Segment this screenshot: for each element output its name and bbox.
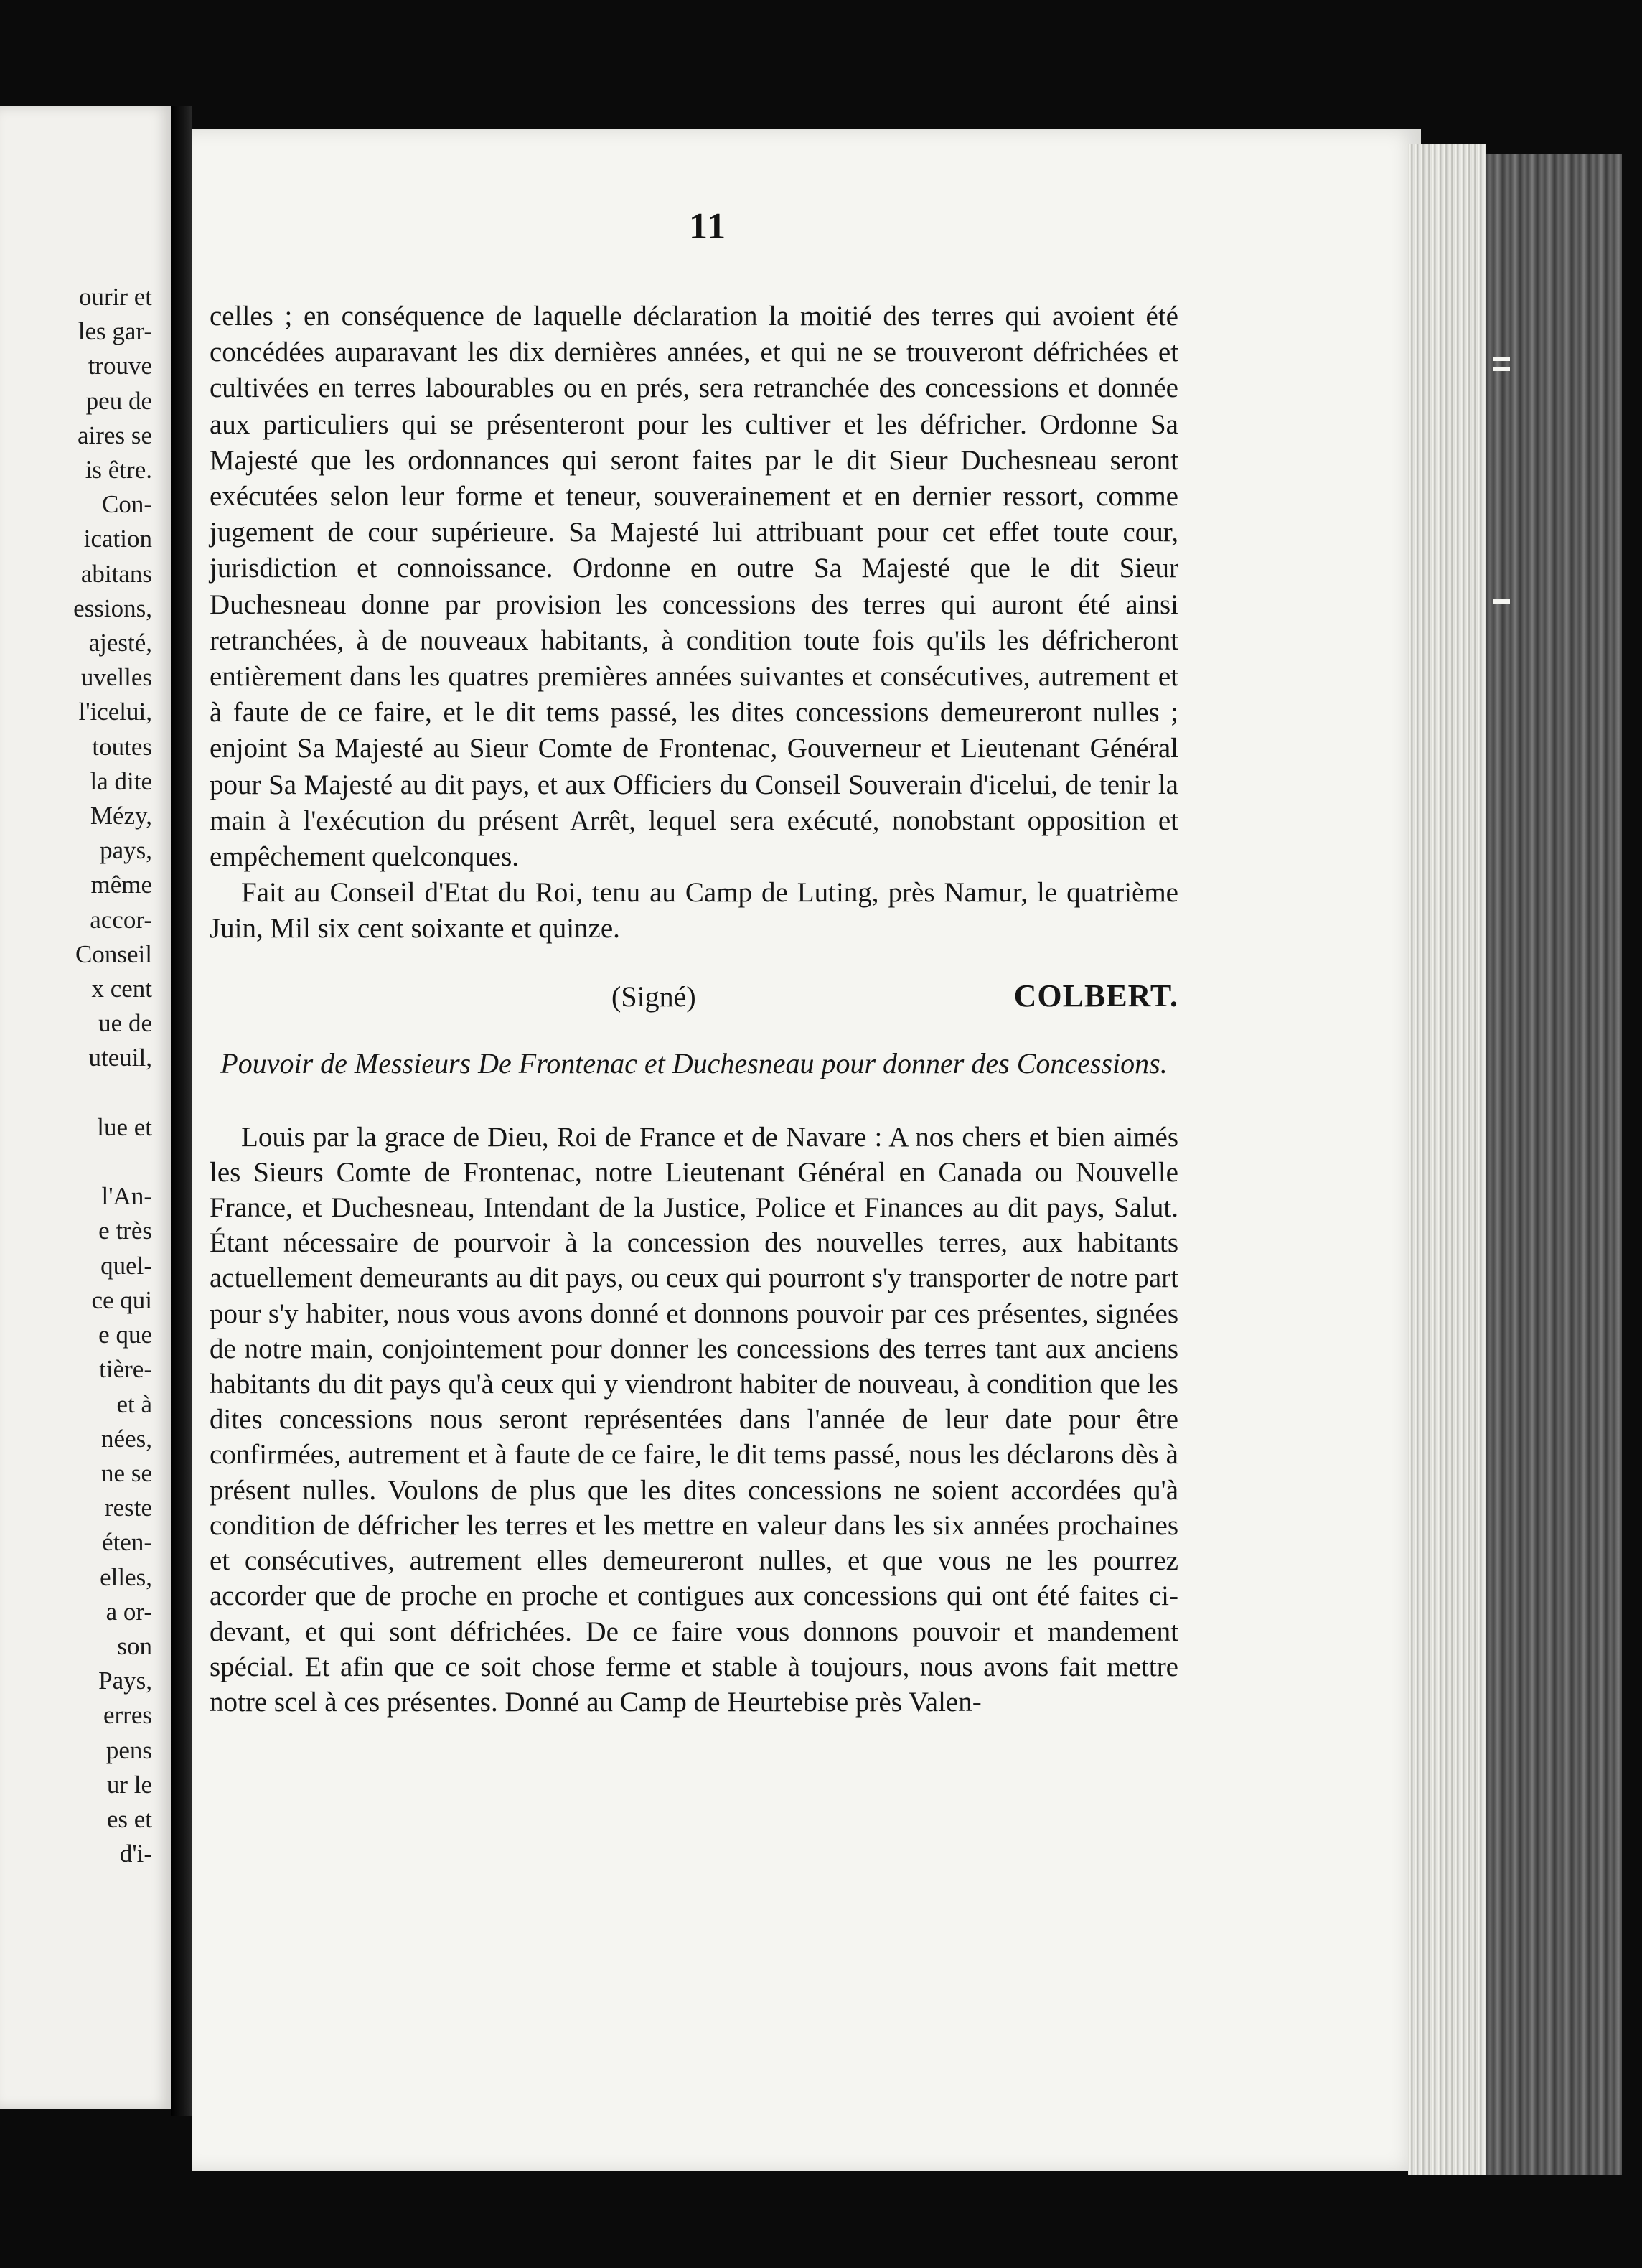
left-page-line: peu de — [85, 386, 152, 415]
left-page-line: Pays, — [98, 1667, 152, 1695]
left-page-line: l'icelui, — [78, 698, 152, 726]
page-content — [210, 299, 1178, 1720]
left-page-line: e très — [98, 1217, 152, 1245]
left-page-line: ourir et — [78, 283, 152, 311]
left-page-line: accor- — [90, 905, 152, 934]
section-heading: Pouvoir de Messieurs De Frontenac et Duchesneau pour donner des Concessions. — [220, 1046, 1168, 1079]
left-page-line: éten- — [102, 1528, 152, 1557]
book-cover-edge — [1486, 154, 1622, 2175]
left-page-line: essions, — [73, 594, 152, 622]
left-page-line: reste — [104, 1494, 152, 1522]
left-page-line: ce qui — [91, 1285, 152, 1314]
left-page-line: lue et — [97, 1112, 152, 1141]
left-page-line: tière- — [99, 1355, 152, 1384]
left-page-line: uteuil, — [88, 1044, 152, 1072]
left-page-line: toutes — [92, 732, 152, 761]
left-page-text — [0, 280, 152, 1871]
signature-row — [210, 978, 1178, 1018]
left-page-line: elles, — [100, 1562, 152, 1591]
page-edges — [1408, 144, 1486, 2175]
left-page-line — [0, 1076, 152, 1110]
left-page-line: abitans — [80, 559, 152, 588]
left-page-line: ne se — [101, 1458, 152, 1487]
left-page-line: a or- — [105, 1597, 152, 1626]
left-page-line: ur le — [106, 1770, 152, 1799]
left-page-line: la dite — [90, 767, 152, 795]
left-page-line: les gar- — [78, 317, 152, 346]
left-page-line: et à — [116, 1390, 152, 1418]
signer-name: COLBERT. — [1013, 978, 1178, 1013]
left-page-line: l'An- — [101, 1182, 152, 1211]
left-page-line: Con- — [102, 490, 152, 519]
page-number: 11 — [689, 206, 728, 247]
grant-text: Louis par la grace de Dieu, Roi de France et de Navare : A nos chers et bien aimés les Sieurs Comte de Frontenac, notre Lieutenant Général en Canada ou Nouvelle France, et Duchesneau, Intendant de la Justice, Police et Finances au dit pays, Salut. Étant nécessaire de pourvoir à la concession des nouvelles terres, aux habitants actuellement demeurants au dit pays, ou ceux qui pourront s'y transporter de notre part pour s'y habiter, nous vous avons donné et donnons pouvoir par ces présentes, signées de notre main, conjointement pour donner les concessions des terres tant aux anciens habitants du dit pays qu'à ceux qui y viendront habiter de nouveau, à condition que les dites concessions nous seront représentées dans l'année de leur date pour être confirmées, autrement et à faute de ce faire, le dit tems passé, nous les déclarons dès à présent nulles. Voulons de plus que les dites concessions ne soient accordées qu'à condition de défricher les terres et les mettre en valeur dans les six années prochaines et consécutives, autrement elles demeureront nulles, et que vous ne les pourrez accorder que de proche en proche et contigues aux concessions qui ont été faites ci-devant, et qui sont défrichées. De ce faire vous donnons pouvoir et mandement spécial. Et afin que ce soit chose ferme et stable à toujours, nous avons fait mettre notre scel à ces présentes. Donné au Camp de Heurtebise près Valen- — [210, 1121, 1178, 1718]
left-page-line: es et — [106, 1804, 152, 1833]
book-gutter — [171, 106, 192, 2116]
left-page-line: même — [90, 871, 152, 899]
left-page-line: nées, — [101, 1424, 152, 1453]
decree-text: celles ; en conséquence de laquelle déclaration la moitié des terres qui avoient été concédées auparavant les dix dernières années, et qui ne se trouveront défrichées et cultivées en terres labourables ou en prés, sera retranchée des concessions et donnée aux particuliers qui se présenteront pour les cultiver et les défricher. Ordonne Sa Majesté que les ordonnances qui seront faites par le dit Sieur Duchesneau seront exécutées selon leur forme et teneur, souverainement et en dernier ressort, comme jugement de cour supérieure. Sa Majesté lui attribuant pour cet effet toute cour, jurisdiction et connoissance. Ordonne en outre Sa Majesté que le dit Sieur Duchesneau donne par provision les concessions des terres qui auront été ainsi retranchées, à de nouveaux habitants, à condition toute fois qu'ils les défricheront entièrement dans les quatres premières années suivantes et consécutives, autrement et à faute de ce faire, et le dit tems passé, les dites concessions demeureront nulles ; enjoint Sa Majesté au Sieur Comte de Frontenac, Gouverneur et Lieutenant Général pour Sa Majesté au dit pays, et aux Officiers du Conseil Souverain d'icelui, de tenir la main à l'exécution du présent Arrêt, lequel sera exécuté, nonobstant opposition et empêchement quelconques. — [210, 301, 1178, 873]
left-page-line — [0, 1145, 152, 1179]
left-page-line: erres — [103, 1701, 152, 1730]
left-page-line: ication — [83, 525, 152, 553]
left-page-line: son — [117, 1631, 152, 1660]
cover-mark — [1493, 599, 1510, 604]
left-page-line: aires se — [78, 421, 152, 449]
left-page-line: ajesté, — [88, 629, 152, 657]
left-page-line: Conseil — [75, 939, 152, 968]
left-page-line: trouve — [88, 352, 152, 380]
left-page-line: pens — [105, 1735, 152, 1764]
left-page-line: d'i- — [119, 1840, 152, 1868]
left-page-line: e que — [98, 1321, 152, 1349]
left-page-line: ue de — [98, 1009, 152, 1038]
signed-label: (Signé) — [611, 980, 696, 1013]
decree-place-date: Fait au Conseil d'Etat du Roi, tenu au Camp de Luting, près Namur, le quatrième Juin, Mil six cent soixante et quinze. — [210, 877, 1178, 945]
left-page-line: quel- — [100, 1251, 152, 1280]
cover-mark — [1493, 357, 1510, 361]
left-page-line: x cent — [91, 975, 152, 1003]
left-page-line: uvelles — [80, 663, 152, 692]
left-page — [0, 106, 171, 2109]
cover-mark — [1493, 367, 1510, 371]
left-page-line: Mézy, — [90, 802, 152, 830]
left-page-line: is être. — [85, 456, 152, 484]
left-page-line: pays, — [100, 836, 152, 865]
